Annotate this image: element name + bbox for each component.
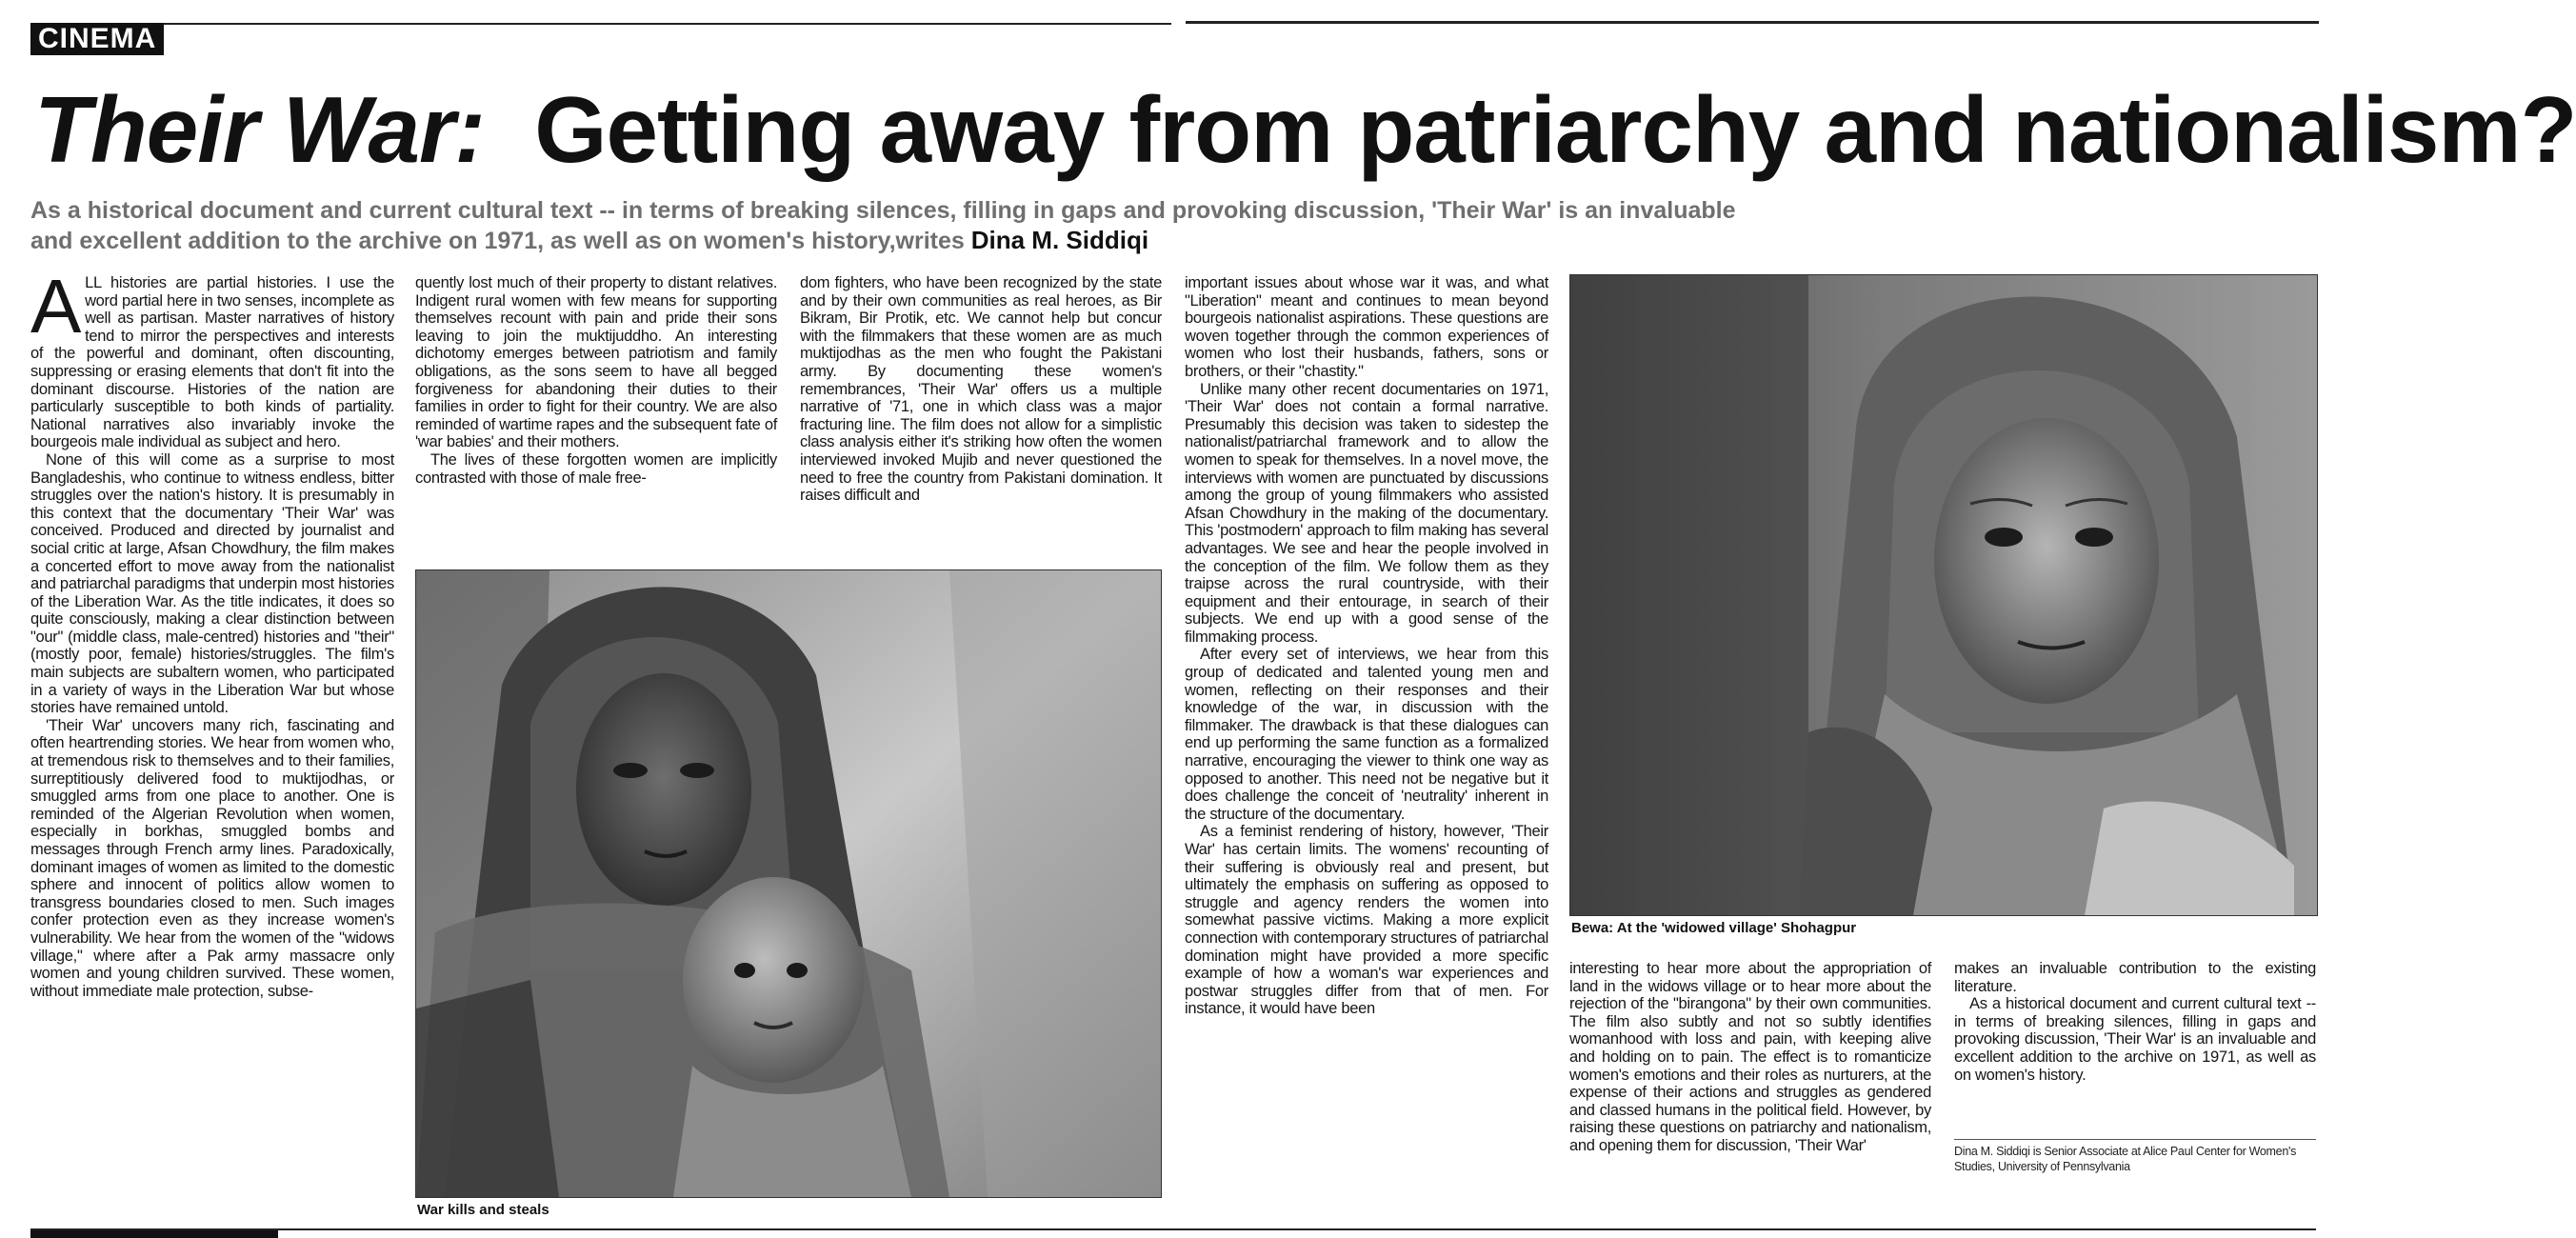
top-rule-right — [1186, 21, 2319, 24]
photo-bewa-image — [1570, 275, 2317, 915]
next-section-tag — [30, 1230, 278, 1238]
deck-text: As a historical document and current cultural text -- in terms of breaking silences, filling in gaps and provoking discussion, 'Their War' is an invaluable and excellent addition to the archive on 1971, as well as on women's history,writes — [30, 197, 1736, 254]
headline — [34, 76, 2576, 183]
column-3 — [800, 274, 1162, 560]
drop-cap: A — [30, 264, 82, 349]
col6-para-1: makes an invaluable contribution to the existing literature. — [1954, 960, 2316, 995]
col1-para-1: ALL histories are partial histories. I use the word partial here in two senses, incomplete as well as partisan. Master narratives of history tend to mirror the perspectives and interests of the powerful and dominant, often discounting, suppressing or erasing elements that don't fit into the dominant discourse. Histories of the nation are particularly susceptible to both kinds of partiality. National narratives also invariably invoke the bourgeois male individual as subject and hero. — [30, 264, 394, 451]
column-4 — [1185, 274, 1548, 1219]
col1-para-3: 'Their War' uncovers many rich, fascinating and often heartrending stories. We hear from women who, at tremendous risk to themselves and to their families, surreptitiously delivered food to muktijodhas, or smuggled arms from one place to another. One is reminded of the Algerian Revolution when women, especially in borkhas, smuggled bombs and messages through French army lines. Paradoxically, dominant images of women as limited to the domestic sphere and innocent of politics allow women to transgress boundaries closed to men. Such images confer protection even as they increase women's vulnerability. We hear from the women of the "widows village," where after a Pak army massacre only women and young children survived. These women, without immediate male protection, subse- — [30, 716, 394, 1000]
col1-para-2: None of this will come as a surprise to most Bangladeshis, who continue to witness endless, bitter struggles over the nation's history. It is presumably in this context that the documentary 'Their War' was conceived. Produced and directed by journalist and social critic at large, Afsan Chowdhury, the film makes a concerted effort to move away from the nationalist and patriarchal paradigms that underpin most histories of the Liberation War. As the title indicates, it does so quite consciously, making a clear distinction between "our" (middle class, male-centred) histories and "their" (mostly poor, female) histories/struggles. The film's main subjects are subaltern women, who participated in a variety of ways in the Liberation War but whose stories have remained untold. — [30, 450, 394, 717]
headline-rest: Getting away from patriarchy and nationalism? — [534, 77, 2576, 182]
section-tag: CINEMA — [30, 23, 164, 55]
caption-right: Bewa: At the 'widowed village' Shohagpur — [1571, 920, 1857, 936]
col4-para-4: As a feminist rendering of history, however, 'Their War' has certain limits. The womens' recounting of their suffering is obviously real and present, but ultimately the emphasis on suffering as opposed to struggle and agency renders the women into somewhat passive victims. Making a more explicit connection with contemporary structures of patriarchal domination might have provided a more specific example of how a woman's war experiences and postwar struggles differ from that of men. For instance, it would have been — [1185, 823, 1548, 1018]
top-rule-left — [143, 23, 1171, 25]
col3-para-1: dom fighters, who have been recognized by the state and by their own communities as real heroes, as Bir Bikram, Bir Protik, etc. We cannot help but concur with the filmmakers that these women are as much muktijodhas as the men who fought the Pakistani army. By documenting these women's remembrances, 'Their War' offers us a multiple narrative of '71, one in which class was a major fracturing line. The film does not allow for a simplistic class analysis either it's striking how often the women interviewed invoked Mujib and never questioned the need to free the country from Pakistani domination. It raises difficult and — [800, 274, 1162, 505]
caption-left: War kills and steals — [417, 1202, 549, 1218]
column-5 — [1569, 960, 1931, 1219]
col4-para-2: Unlike many other recent documentaries on 1971, 'Their War' does not contain a formal narrative. Presumably this decision was taken to sidestep the nationalist/patriarchal framework and to allow the women to speak for themselves. In a novel move, the interviews with women are punctuated by discussions among the group of young filmmakers who assisted Afsan Chowdhury in the making of the documentary. This 'postmodern' approach to film making has several advantages. We see and hear the people involved in the conception of the film. We follow them as they traipse across the rural countryside, with their equipment and their entourage, in search of their subjects. We end up with a good sense of the filmmaking process. — [1185, 380, 1549, 646]
photo-mother-child-image — [416, 570, 1161, 1197]
bio-rule — [1954, 1139, 2316, 1140]
col4-para-1: important issues about whose war it was, and what "Liberation" meant and continues to mean beyond bourgeois nationalist aspirations. These questions are woven together through the common experiences of women who lost their husbands, fathers, sons or brothers, or their "chastity." — [1185, 274, 1548, 380]
bottom-rule — [30, 1228, 2316, 1230]
photo-bewa — [1569, 274, 2318, 916]
deck — [30, 196, 1745, 256]
col2-para-2: The lives of these forgotten women are implicitly contrasted with those of male free- — [415, 450, 777, 487]
headline-italic: Their War: — [34, 77, 485, 182]
column-6 — [1954, 960, 2316, 1131]
column-2 — [415, 274, 777, 560]
col4-para-3: After every set of interviews, we hear from this group of dedicated and talented young men and women, reflecting on their responses and their knowledge of the war, in discussion with the filmmaker. The drawback is that these dialogues can end up performing the same function as a formalized narrative, encouraging the viewer to think one way as opposed to another. This need not be negative but it does challenge the conceit of 'neutrality' inherent in the structure of the documentary. — [1185, 646, 1548, 823]
photo-mother-child — [415, 569, 1162, 1198]
deck-author: Dina M. Siddiqi — [970, 226, 1149, 254]
column-1 — [30, 264, 394, 1219]
col2-para-1: quently lost much of their property to distant relatives. Indigent rural women with few means for supporting themselves recount with pain and pride their sons leaving to join the muktijuddho. An interesting dichotomy emerges between patriotism and family obligations, as the sons seem to have all begged forgiveness for abandoning their duties to their families in order to fight for their country. We are also reminded of wartime rapes and the subsequent fate of 'war babies' and their mothers. — [415, 274, 777, 451]
author-bio: Dina M. Siddiqi is Senior Associate at Alice Paul Center for Women's Studies, University of Pennsylvania — [1954, 1145, 2297, 1173]
col6-para-2: As a historical document and current cultural text -- in terms of breaking silences, filling in gaps and provoking discussion, 'Their War' is an invaluable and excellent addition to the archive on 1971, as well as on women's history. — [1954, 995, 2316, 1084]
col5-para-1: interesting to hear more about the appropriation of land in the widows village or to hear more about the rejection of the "birangona" by their own communities. The film also subtly and not so subtly identifies womanhood with loss and pain, with keeping alive and holding on to pain. The effect is to romanticize women's emotions and their roles as nurturers, at the expense of their actions and struggles as gendered and classed humans in the political field. However, by raising these questions on patriarchy and nationalism, and opening them for discussion, 'Their War' — [1569, 960, 1931, 1154]
